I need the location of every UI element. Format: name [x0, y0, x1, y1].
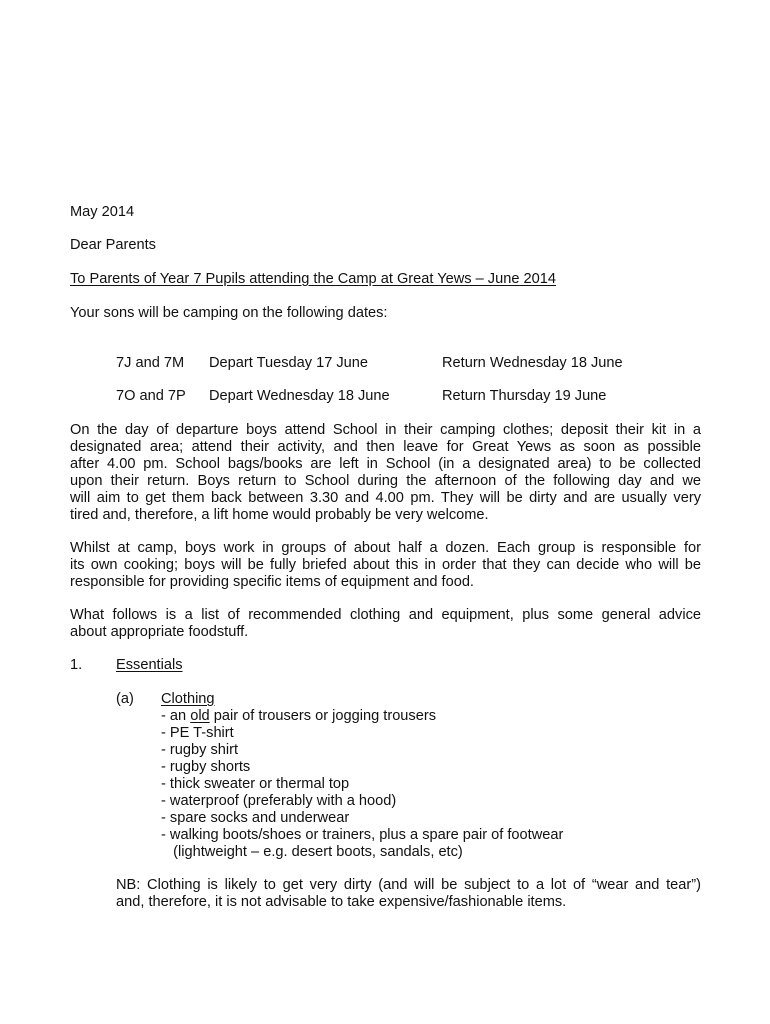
- list-item: - spare socks and underwear: [161, 810, 350, 826]
- paragraph-line: about appropriate foodstuff.: [70, 624, 249, 640]
- list-item-prefix: - an: [161, 708, 191, 724]
- list-item: [161, 708, 436, 725]
- list-item: (lightweight – e.g. desert boots, sandals, etc): [161, 844, 463, 860]
- paragraph-line: tired and, therefore, a lift home would probably be very welcome.: [70, 507, 489, 523]
- schedule-return: Return Thursday 19 June: [442, 388, 607, 404]
- schedule-return: Return Wednesday 18 June: [442, 355, 623, 371]
- intro-text: Your sons will be camping on the following dates:: [70, 305, 388, 321]
- paragraph-line: after 4.00 pm. School bags/books are left in School (in a designated area) to be collected: [70, 456, 701, 472]
- schedule-depart: Depart Tuesday 17 June: [209, 355, 369, 371]
- letter-date: May 2014: [70, 204, 135, 220]
- paragraph-line: its own cooking; boys will be fully briefed about this in order that they can decide who will be: [70, 557, 701, 573]
- paragraph-line: What follows is a list of recommended clothing and equipment, plus some general advice: [70, 607, 701, 623]
- paragraph-line: upon their return. Boys return to School during the afternoon of the following day and we: [70, 473, 701, 489]
- paragraph-line: responsible for providing specific items of equipment and food.: [70, 574, 474, 590]
- list-item: - thick sweater or thermal top: [161, 776, 350, 792]
- list-item: - PE T-shirt: [161, 725, 234, 741]
- list-item-suffix: pair of trousers or jogging trousers: [209, 708, 436, 724]
- list-item: - walking boots/shoes or trainers, plus a spare pair of footwear: [161, 827, 564, 843]
- nb-note: [116, 877, 701, 911]
- list-item: - rugby shirt: [161, 742, 239, 758]
- note-line: NB: Clothing is likely to get very dirty (and will be subject to a lot of “wear and tear”): [116, 877, 701, 893]
- subsection-title: Clothing: [161, 691, 215, 707]
- schedule-group: 7O and 7P: [116, 388, 186, 404]
- schedule-group: 7J and 7M: [116, 355, 185, 371]
- subsection-letter: (a): [116, 691, 134, 707]
- list-item-emphasis: old: [190, 708, 210, 724]
- subject-line: To Parents of Year 7 Pupils attending the Camp at Great Yews – June 2014: [70, 271, 556, 287]
- schedule-depart: Depart Wednesday 18 June: [209, 388, 390, 404]
- camp-groups-paragraph: [70, 540, 701, 591]
- paragraph-line: On the day of departure boys attend School in their camping clothes; deposit their kit in a: [70, 422, 701, 438]
- list-item: - waterproof (preferably with a hood): [161, 793, 397, 809]
- section-title: Essentials: [116, 657, 183, 673]
- paragraph-line: designated area; attend their activity, and then leave for Great Yews as soon as possible: [70, 439, 701, 455]
- paragraph-line: will aim to get them back between 3.30 and 4.00 pm. They will be dirty and are usually very: [70, 490, 701, 506]
- note-line: and, therefore, it is not advisable to take expensive/fashionable items.: [116, 894, 567, 910]
- greeting: Dear Parents: [70, 237, 156, 253]
- list-item: - rugby shorts: [161, 759, 251, 775]
- list-intro-paragraph: [70, 607, 701, 641]
- paragraph-line: Whilst at camp, boys work in groups of about half a dozen. Each group is responsible for: [70, 540, 701, 556]
- section-number: 1.: [70, 657, 83, 673]
- departure-paragraph: [70, 422, 701, 524]
